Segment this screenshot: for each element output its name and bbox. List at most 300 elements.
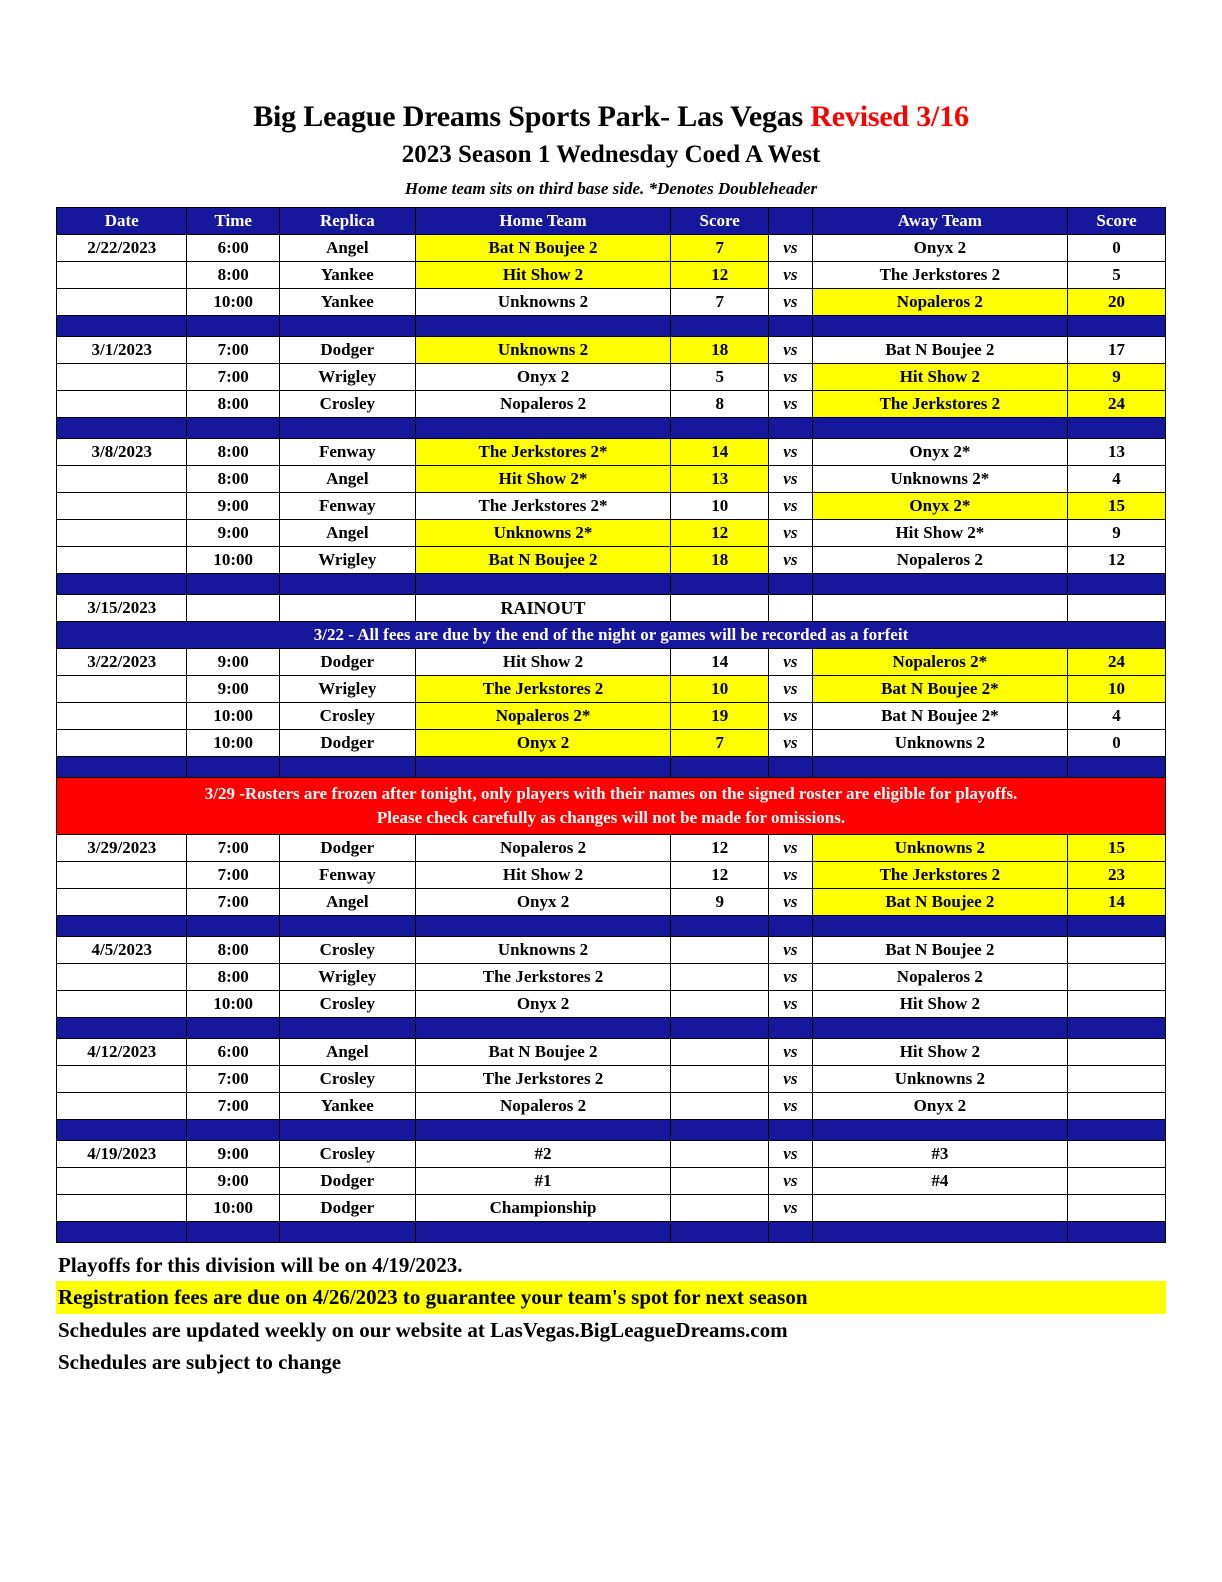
- spacer-cell: [812, 418, 1068, 439]
- cell-away-team: Bat N Boujee 2: [812, 937, 1068, 964]
- cell-time: 7:00: [187, 364, 279, 391]
- cell-home-team: The Jerkstores 2: [415, 676, 671, 703]
- cell-away-team: The Jerkstores 2: [812, 862, 1068, 889]
- cell-date: [57, 1168, 187, 1195]
- cell-replica: Wrigley: [279, 676, 415, 703]
- cell-replica: Wrigley: [279, 964, 415, 991]
- spacer-cell: [187, 1018, 279, 1039]
- cell-away-score: 4: [1068, 703, 1166, 730]
- cell-date: 4/5/2023: [57, 937, 187, 964]
- cell-vs: vs: [769, 1141, 812, 1168]
- column-header-away-score: Score: [1068, 208, 1166, 235]
- cell-away-score: [1068, 1168, 1166, 1195]
- spacer-cell: [769, 1018, 812, 1039]
- spacer-cell: [187, 418, 279, 439]
- cell-time: 9:00: [187, 1141, 279, 1168]
- roster-freeze-notice-row: [57, 778, 1166, 835]
- table-row: [57, 235, 1166, 262]
- cell-time: 8:00: [187, 439, 279, 466]
- cell-home-team: The Jerkstores 2*: [415, 439, 671, 466]
- spacer-cell: [671, 1120, 769, 1141]
- cell-home-score: 5: [671, 364, 769, 391]
- footer-playoffs: Playoffs for this division will be on 4/19/2023.: [58, 1253, 463, 1277]
- cell-away-team: #3: [812, 1141, 1068, 1168]
- spacer-cell: [812, 316, 1068, 337]
- schedule-body: [57, 235, 1166, 1243]
- cell-time: 8:00: [187, 964, 279, 991]
- cell-home-score: [671, 964, 769, 991]
- cell-time: 7:00: [187, 1066, 279, 1093]
- footer-registration-fees: Registration fees are due on 4/26/2023 to guarantee your team's spot for next season: [56, 1281, 1166, 1313]
- spacer-cell: [415, 757, 671, 778]
- cell-home-score: [671, 1195, 769, 1222]
- spacer-row: [57, 316, 1166, 337]
- cell-replica: Crosley: [279, 1066, 415, 1093]
- spacer-cell: [671, 316, 769, 337]
- cell-home-team: #2: [415, 1141, 671, 1168]
- page-title: [28, 100, 1194, 133]
- cell-home-score: 12: [671, 520, 769, 547]
- cell-date: [57, 1066, 187, 1093]
- cell-vs: vs: [769, 262, 812, 289]
- cell-vs: vs: [769, 520, 812, 547]
- cell-away-score: [1068, 964, 1166, 991]
- cell-vs: vs: [769, 703, 812, 730]
- cell-away-score: 17: [1068, 337, 1166, 364]
- cell-away-score: 10: [1068, 676, 1166, 703]
- cell-away-team: Bat N Boujee 2*: [812, 703, 1068, 730]
- footer-notes: [56, 1249, 1166, 1379]
- spacer-cell: [415, 1018, 671, 1039]
- cell-time: 7:00: [187, 835, 279, 862]
- cell-home-score: [671, 1039, 769, 1066]
- spacer-cell: [1068, 916, 1166, 937]
- cell-away-team: Unknowns 2: [812, 730, 1068, 757]
- title-prefix: Big League Dreams Sports Park- Las Vegas: [253, 100, 811, 133]
- cell-away-score: [1068, 937, 1166, 964]
- cell-date: 4/19/2023: [57, 1141, 187, 1168]
- spacer-cell: [671, 418, 769, 439]
- cell-home-score: [671, 1168, 769, 1195]
- table-row: [57, 391, 1166, 418]
- cell-date: 3/15/2023: [57, 595, 187, 622]
- cell-home-team: Nopaleros 2: [415, 391, 671, 418]
- cell-home-team: Onyx 2: [415, 364, 671, 391]
- table-row: [57, 364, 1166, 391]
- cell-replica: Dodger: [279, 730, 415, 757]
- cell-home-score: [671, 1093, 769, 1120]
- cell-away-score: [1068, 1066, 1166, 1093]
- cell-home-score: 19: [671, 703, 769, 730]
- cell-away-score: 0: [1068, 730, 1166, 757]
- cell-away-team: Hit Show 2: [812, 364, 1068, 391]
- cell-vs: vs: [769, 964, 812, 991]
- cell-time: 6:00: [187, 1039, 279, 1066]
- cell-home-score: 10: [671, 676, 769, 703]
- spacer-cell: [1068, 316, 1166, 337]
- cell-away-team: Bat N Boujee 2: [812, 889, 1068, 916]
- cell-away-team: Hit Show 2: [812, 991, 1068, 1018]
- cell-home-team: Hit Show 2*: [415, 466, 671, 493]
- cell-time: 8:00: [187, 391, 279, 418]
- cell-home-score: [671, 595, 769, 622]
- spacer-row: [57, 916, 1166, 937]
- cell-date: [57, 493, 187, 520]
- cell-home-score: 18: [671, 547, 769, 574]
- cell-replica: Crosley: [279, 937, 415, 964]
- cell-home-score: 12: [671, 862, 769, 889]
- spacer-cell: [415, 316, 671, 337]
- spacer-cell: [279, 757, 415, 778]
- notice-text: 3/22 - All fees are due by the end of the night or games will be recorded as a forfeit: [57, 622, 1166, 649]
- spacer-cell: [671, 1222, 769, 1243]
- roster-freeze-line-2: Please check carefully as changes will not be made for omissions.: [376, 808, 846, 827]
- cell-away-team: [812, 1195, 1068, 1222]
- spacer-cell: [671, 757, 769, 778]
- cell-replica: Fenway: [279, 862, 415, 889]
- cell-away-score: 14: [1068, 889, 1166, 916]
- table-row: [57, 835, 1166, 862]
- cell-replica: Angel: [279, 466, 415, 493]
- spacer-cell: [415, 418, 671, 439]
- cell-vs: vs: [769, 337, 812, 364]
- cell-replica: Angel: [279, 235, 415, 262]
- cell-date: [57, 1195, 187, 1222]
- cell-away-team: Unknowns 2: [812, 835, 1068, 862]
- spacer-cell: [279, 1222, 415, 1243]
- cell-home-team: Nopaleros 2*: [415, 703, 671, 730]
- cell-time: 7:00: [187, 1093, 279, 1120]
- table-row: [57, 1168, 1166, 1195]
- cell-vs: vs: [769, 1195, 812, 1222]
- cell-away-score: [1068, 1093, 1166, 1120]
- cell-home-team: Championship: [415, 1195, 671, 1222]
- spacer-cell: [57, 418, 187, 439]
- cell-date: [57, 466, 187, 493]
- cell-home-team: Hit Show 2: [415, 649, 671, 676]
- spacer-cell: [57, 1222, 187, 1243]
- cell-away-team: Unknowns 2: [812, 1066, 1068, 1093]
- spacer-cell: [671, 1018, 769, 1039]
- cell-home-team: Unknowns 2: [415, 337, 671, 364]
- spacer-cell: [279, 418, 415, 439]
- table-row: [57, 262, 1166, 289]
- spacer-cell: [769, 574, 812, 595]
- cell-home-score: 14: [671, 649, 769, 676]
- spacer-cell: [187, 916, 279, 937]
- cell-date: [57, 262, 187, 289]
- spacer-cell: [812, 1222, 1068, 1243]
- cell-home-team: The Jerkstores 2*: [415, 493, 671, 520]
- cell-home-team: Unknowns 2: [415, 289, 671, 316]
- cell-away-score: 15: [1068, 835, 1166, 862]
- spacer-cell: [279, 1018, 415, 1039]
- cell-time: 7:00: [187, 337, 279, 364]
- cell-time: 10:00: [187, 1195, 279, 1222]
- spacer-cell: [1068, 1018, 1166, 1039]
- cell-home-team: Bat N Boujee 2: [415, 235, 671, 262]
- spacer-cell: [671, 574, 769, 595]
- cell-away-team: Nopaleros 2: [812, 289, 1068, 316]
- table-row: [57, 862, 1166, 889]
- spacer-cell: [812, 757, 1068, 778]
- cell-replica: Crosley: [279, 1141, 415, 1168]
- spacer-cell: [812, 1120, 1068, 1141]
- cell-home-team: #1: [415, 1168, 671, 1195]
- cell-date: 3/1/2023: [57, 337, 187, 364]
- cell-replica: Angel: [279, 520, 415, 547]
- cell-vs: vs: [769, 1093, 812, 1120]
- cell-home-team: Unknowns 2: [415, 937, 671, 964]
- table-row: [57, 547, 1166, 574]
- spacer-cell: [769, 316, 812, 337]
- spacer-cell: [1068, 1120, 1166, 1141]
- cell-vs: vs: [769, 547, 812, 574]
- cell-away-team: Onyx 2: [812, 1093, 1068, 1120]
- cell-away-team: Onyx 2: [812, 235, 1068, 262]
- cell-away-score: [1068, 595, 1166, 622]
- spacer-cell: [187, 574, 279, 595]
- cell-away-score: 24: [1068, 649, 1166, 676]
- cell-away-team: Nopaleros 2*: [812, 649, 1068, 676]
- cell-date: [57, 391, 187, 418]
- spacer-cell: [1068, 1222, 1166, 1243]
- cell-date: [57, 703, 187, 730]
- spacer-cell: [57, 1018, 187, 1039]
- cell-away-score: 9: [1068, 364, 1166, 391]
- spacer-cell: [279, 574, 415, 595]
- page-subtitle: 2023 Season 1 Wednesday Coed A West: [401, 141, 821, 168]
- cell-replica: Wrigley: [279, 364, 415, 391]
- cell-home-score: [671, 937, 769, 964]
- cell-vs: vs: [769, 235, 812, 262]
- cell-vs: vs: [769, 364, 812, 391]
- cell-replica: Fenway: [279, 439, 415, 466]
- spacer-cell: [187, 1120, 279, 1141]
- cell-replica: Yankee: [279, 289, 415, 316]
- rainout-row: [57, 595, 1166, 622]
- column-header-time: Time: [187, 208, 279, 235]
- spacer-row: [57, 1120, 1166, 1141]
- cell-replica: Dodger: [279, 835, 415, 862]
- cell-replica: Crosley: [279, 991, 415, 1018]
- cell-away-score: 0: [1068, 235, 1166, 262]
- cell-vs: vs: [769, 1066, 812, 1093]
- spacer-cell: [769, 757, 812, 778]
- spacer-cell: [769, 916, 812, 937]
- cell-replica: Wrigley: [279, 547, 415, 574]
- cell-home-score: [671, 1066, 769, 1093]
- cell-replica: Dodger: [279, 649, 415, 676]
- spacer-cell: [812, 574, 1068, 595]
- spacer-cell: [187, 1222, 279, 1243]
- cell-away-score: 24: [1068, 391, 1166, 418]
- spacer-row: [57, 574, 1166, 595]
- cell-home-score: 14: [671, 439, 769, 466]
- cell-away-score: 9: [1068, 520, 1166, 547]
- cell-away-team: Onyx 2*: [812, 493, 1068, 520]
- cell-time: 8:00: [187, 262, 279, 289]
- cell-replica: Crosley: [279, 703, 415, 730]
- cell-time: 10:00: [187, 991, 279, 1018]
- cell-replica: Fenway: [279, 493, 415, 520]
- column-header-replica: Replica: [279, 208, 415, 235]
- roster-freeze-line-1: 3/29 -Rosters are frozen after tonight, only players with their names on the signed roster are eligible for playoffs.: [204, 784, 1018, 804]
- cell-replica: Yankee: [279, 262, 415, 289]
- cell-date: 3/8/2023: [57, 439, 187, 466]
- cell-home-score: 7: [671, 289, 769, 316]
- cell-vs: vs: [769, 493, 812, 520]
- spacer-row: [57, 1018, 1166, 1039]
- cell-away-score: [1068, 991, 1166, 1018]
- cell-time: 7:00: [187, 889, 279, 916]
- page-note: Home team sits on third base side. *Denotes Doubleheader: [404, 179, 818, 198]
- cell-home-score: 7: [671, 730, 769, 757]
- cell-home-score: [671, 991, 769, 1018]
- spacer-cell: [57, 757, 187, 778]
- cell-home-score: [671, 1141, 769, 1168]
- cell-home-team: Unknowns 2*: [415, 520, 671, 547]
- column-header-home-score: Score: [671, 208, 769, 235]
- column-header-away-team: Away Team: [812, 208, 1068, 235]
- cell-home-team: The Jerkstores 2: [415, 964, 671, 991]
- spacer-cell: [279, 1120, 415, 1141]
- cell-date: [57, 730, 187, 757]
- cell-time: 10:00: [187, 703, 279, 730]
- cell-date: [57, 364, 187, 391]
- table-row: [57, 730, 1166, 757]
- spacer-cell: [279, 916, 415, 937]
- cell-away-team: The Jerkstores 2: [812, 262, 1068, 289]
- table-row: [57, 493, 1166, 520]
- spacer-cell: [1068, 757, 1166, 778]
- cell-date: 3/22/2023: [57, 649, 187, 676]
- table-row: [57, 1039, 1166, 1066]
- cell-time: 8:00: [187, 937, 279, 964]
- cell-away-team: Nopaleros 2: [812, 964, 1068, 991]
- cell-home-team: Onyx 2: [415, 730, 671, 757]
- cell-time: 9:00: [187, 1168, 279, 1195]
- cell-home-score: 10: [671, 493, 769, 520]
- cell-date: [57, 289, 187, 316]
- cell-time: 9:00: [187, 676, 279, 703]
- cell-home-score: 12: [671, 835, 769, 862]
- cell-vs: [769, 595, 812, 622]
- spacer-cell: [415, 574, 671, 595]
- cell-replica: Dodger: [279, 1195, 415, 1222]
- cell-vs: vs: [769, 991, 812, 1018]
- title-revised: Revised 3/16: [810, 100, 969, 133]
- cell-away-score: 12: [1068, 547, 1166, 574]
- cell-date: [57, 889, 187, 916]
- cell-home-team: Onyx 2: [415, 991, 671, 1018]
- table-row: [57, 466, 1166, 493]
- cell-away-score: 13: [1068, 439, 1166, 466]
- cell-home-score: 18: [671, 337, 769, 364]
- cell-date: [57, 991, 187, 1018]
- table-row: [57, 439, 1166, 466]
- cell-replica: Yankee: [279, 1093, 415, 1120]
- spacer-cell: [57, 574, 187, 595]
- cell-away-team: Hit Show 2: [812, 1039, 1068, 1066]
- spacer-cell: [812, 1018, 1068, 1039]
- cell-home-score: 13: [671, 466, 769, 493]
- table-row: [57, 337, 1166, 364]
- cell-away-team: Nopaleros 2: [812, 547, 1068, 574]
- spacer-cell: [769, 1222, 812, 1243]
- cell-vs: vs: [769, 289, 812, 316]
- spacer-cell: [415, 1222, 671, 1243]
- cell-away-team: Bat N Boujee 2*: [812, 676, 1068, 703]
- cell-time: 9:00: [187, 649, 279, 676]
- cell-time: 6:00: [187, 235, 279, 262]
- cell-home-team: Hit Show 2: [415, 262, 671, 289]
- cell-date: 4/12/2023: [57, 1039, 187, 1066]
- cell-replica: Angel: [279, 1039, 415, 1066]
- spacer-cell: [57, 1120, 187, 1141]
- cell-away-score: 15: [1068, 493, 1166, 520]
- spacer-row: [57, 757, 1166, 778]
- table-row: [57, 649, 1166, 676]
- cell-home-score: 7: [671, 235, 769, 262]
- cell-vs: vs: [769, 835, 812, 862]
- cell-replica: Dodger: [279, 337, 415, 364]
- table-row: [57, 1195, 1166, 1222]
- cell-away-score: 20: [1068, 289, 1166, 316]
- cell-home-team: The Jerkstores 2: [415, 1066, 671, 1093]
- cell-home-team: Bat N Boujee 2: [415, 547, 671, 574]
- cell-time: [187, 595, 279, 622]
- cell-date: [57, 964, 187, 991]
- cell-away-score: 23: [1068, 862, 1166, 889]
- cell-time: 10:00: [187, 289, 279, 316]
- spacer-cell: [57, 916, 187, 937]
- cell-replica: Crosley: [279, 391, 415, 418]
- cell-time: 10:00: [187, 730, 279, 757]
- cell-home-team: Onyx 2: [415, 889, 671, 916]
- cell-vs: vs: [769, 391, 812, 418]
- cell-away-team: Unknowns 2*: [812, 466, 1068, 493]
- cell-time: 10:00: [187, 547, 279, 574]
- spacer-cell: [187, 757, 279, 778]
- spacer-cell: [57, 316, 187, 337]
- cell-vs: vs: [769, 649, 812, 676]
- cell-replica: Angel: [279, 889, 415, 916]
- cell-date: [57, 1093, 187, 1120]
- cell-home-score: 9: [671, 889, 769, 916]
- cell-date: 3/29/2023: [57, 835, 187, 862]
- spacer-cell: [279, 316, 415, 337]
- cell-away-score: 5: [1068, 262, 1166, 289]
- cell-time: 7:00: [187, 862, 279, 889]
- spacer-cell: [769, 418, 812, 439]
- cell-home-team: Bat N Boujee 2: [415, 1039, 671, 1066]
- cell-time: 9:00: [187, 493, 279, 520]
- spacer-cell: [187, 316, 279, 337]
- spacer-cell: [671, 916, 769, 937]
- cell-home-score: 8: [671, 391, 769, 418]
- cell-vs: vs: [769, 862, 812, 889]
- cell-date: 2/22/2023: [57, 235, 187, 262]
- spacer-cell: [812, 916, 1068, 937]
- cell-home-team: Hit Show 2: [415, 862, 671, 889]
- cell-vs: vs: [769, 889, 812, 916]
- table-row: [57, 889, 1166, 916]
- cell-away-team: Onyx 2*: [812, 439, 1068, 466]
- cell-vs: vs: [769, 1039, 812, 1066]
- cell-time: 8:00: [187, 466, 279, 493]
- notice-row: [57, 622, 1166, 649]
